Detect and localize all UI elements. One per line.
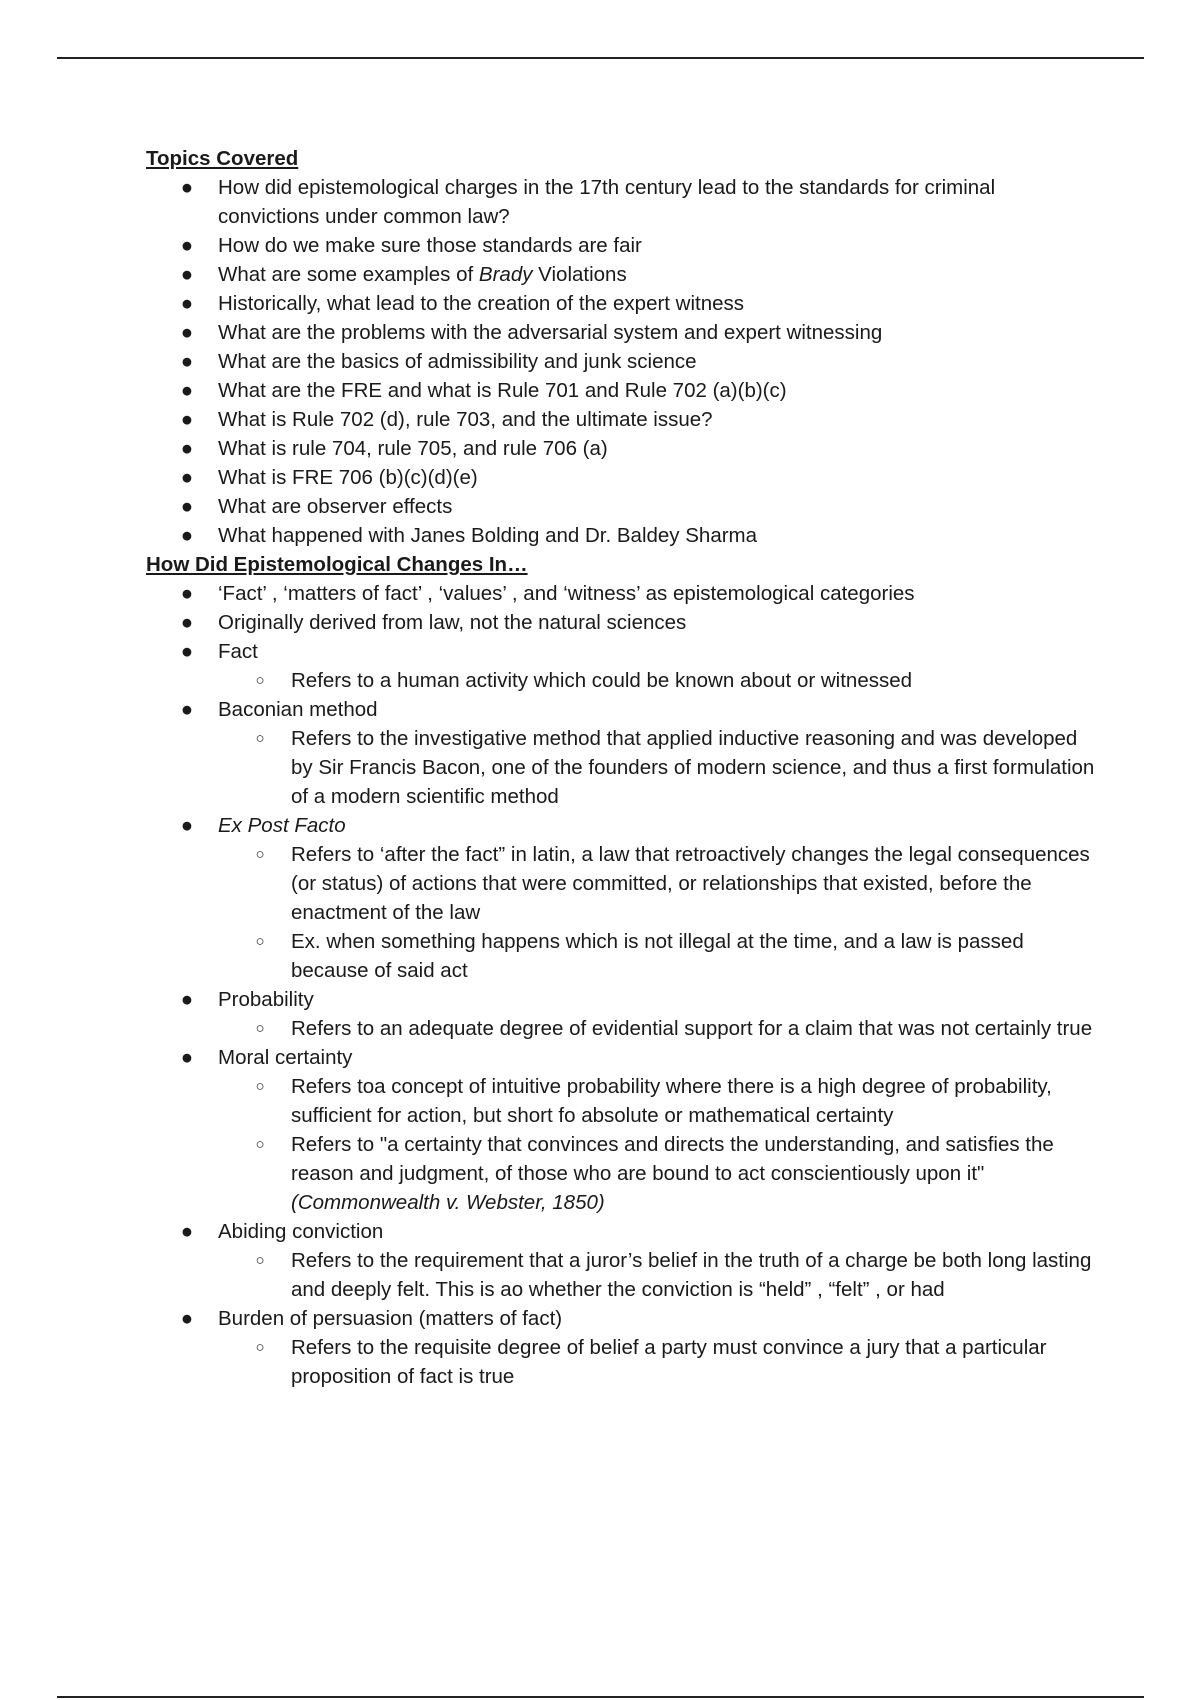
- top-rule: [57, 57, 1144, 59]
- bullet-icon: ●: [180, 292, 194, 315]
- bullet-icon: ●: [180, 176, 194, 199]
- bullet-icon: ●: [180, 988, 194, 1011]
- bullet-icon: ●: [180, 698, 194, 721]
- bullet-icon: ●: [180, 640, 194, 663]
- section-heading: How Did Epistemological Changes In…: [146, 553, 528, 576]
- hollow-bullet-icon: ○: [255, 730, 265, 747]
- list-item: ● What is rule 704, rule 705, and rule 706 (a): [218, 434, 1096, 463]
- sub-list-item: ○ Refers to the investigative method that applied inductive reasoning and was developed by Sir Francis Bacon, one of the founders of modern science, and thus a first formulation of a modern scientific method: [291, 724, 1096, 811]
- hollow-bullet-icon: ○: [255, 1078, 265, 1095]
- sub-list-item: ○ Refers to an adequate degree of evidential support for a claim that was not certainly true: [291, 1014, 1096, 1043]
- hollow-bullet-icon: ○: [255, 1252, 265, 1269]
- sub-list-item: ○ Refers to a human activity which could be known about or witnessed: [291, 666, 1096, 695]
- section-list: [146, 579, 1096, 1391]
- list-item: ● What are observer effects: [218, 492, 1096, 521]
- list-item: ● Originally derived from law, not the natural sciences: [218, 608, 1096, 637]
- list-item: ● Historically, what lead to the creation of the expert witness: [218, 289, 1096, 318]
- sub-list-item: ○ Refers to ‘after the fact” in latin, a law that retroactively changes the legal consequences (or status) of actions that were committed, or relationships that existed, before the enactment of the law: [291, 840, 1096, 927]
- bullet-icon: ●: [180, 466, 194, 489]
- list-item: ● Burden of persuasion (matters of fact) ○ Refers to the requisite degree of belief a party must convince a jury that a particular proposition of fact is true: [218, 1304, 1096, 1391]
- document-body: [146, 144, 1096, 1391]
- list-item: ● Ex Post Facto ○ Refers to ‘after the fact” in latin, a law that retroactively changes the legal consequences (or status) of actions that were committed, or relationships that existed, before the enactment of the law ○ Ex. when something happens which is not illegal at the time, and a law is passed because of said act: [218, 811, 1096, 985]
- list-item: ● What are the FRE and what is Rule 701 and Rule 702 (a)(b)(c): [218, 376, 1096, 405]
- list-item: ● How did epistemological charges in the 17th century lead to the standards for criminal convictions under common law?: [218, 173, 1096, 231]
- bullet-icon: ●: [180, 350, 194, 373]
- sub-list: [218, 1246, 1096, 1304]
- sub-list: [218, 724, 1096, 811]
- bullet-icon: ●: [180, 263, 194, 286]
- bullet-icon: ●: [180, 582, 194, 605]
- citation: (Commonwealth v. Webster, 1850): [291, 1191, 605, 1214]
- list-item: ● Probability ○ Refers to an adequate degree of evidential support for a claim that was not certainly true: [218, 985, 1096, 1043]
- sub-list-item: ○ Refers toa concept of intuitive probability where there is a high degree of probability, sufficient for action, but short fo absolute or mathematical certainty: [291, 1072, 1096, 1130]
- sub-list: [218, 1014, 1096, 1043]
- sub-list: [218, 840, 1096, 985]
- sub-list: [218, 1072, 1096, 1217]
- list-item: ● How do we make sure those standards are fair: [218, 231, 1096, 260]
- bullet-icon: ●: [180, 321, 194, 344]
- list-item: ● What are some examples of Brady Violations: [218, 260, 1096, 289]
- bullet-icon: ●: [180, 437, 194, 460]
- list-item: ● Moral certainty ○ Refers toa concept of intuitive probability where there is a high degree of probability, sufficient for action, but short fo absolute or mathematical certainty ○ Refers to "a certainty that convinces and directs the understanding, and satisfies the reason and judgment, of those who are bound to act conscientiously upon it" (Commonwealth v. Webster, 1850): [218, 1043, 1096, 1217]
- bullet-icon: ●: [180, 234, 194, 257]
- bullet-icon: ●: [180, 814, 194, 837]
- bullet-icon: ●: [180, 524, 194, 547]
- topics-list: [146, 173, 1096, 550]
- bullet-icon: ●: [180, 495, 194, 518]
- bullet-icon: ●: [180, 1046, 194, 1069]
- hollow-bullet-icon: ○: [255, 846, 265, 863]
- sub-list: [218, 1333, 1096, 1391]
- list-item: ● Abiding conviction ○ Refers to the requirement that a juror’s belief in the truth of a charge be both long lasting and deeply felt. This is ao whether the conviction is “held” , “felt” , or had: [218, 1217, 1096, 1304]
- bottom-rule: [57, 1696, 1144, 1698]
- sub-list-item: ○ Refers to the requisite degree of belief a party must convince a jury that a particular proposition of fact is true: [291, 1333, 1096, 1391]
- list-item: ● What is Rule 702 (d), rule 703, and the ultimate issue?: [218, 405, 1096, 434]
- list-item: ● What happened with Janes Bolding and Dr. Baldey Sharma: [218, 521, 1096, 550]
- hollow-bullet-icon: ○: [255, 672, 265, 689]
- bullet-icon: ●: [180, 1220, 194, 1243]
- list-item: ● Baconian method ○ Refers to the investigative method that applied inductive reasoning and was developed by Sir Francis Bacon, one of the founders of modern science, and thus a first formulation of a modern scientific method: [218, 695, 1096, 811]
- list-item: ● What are the basics of admissibility and junk science: [218, 347, 1096, 376]
- list-item: ● Fact ○ Refers to a human activity which could be known about or witnessed: [218, 637, 1096, 695]
- topics-heading: Topics Covered: [146, 147, 299, 170]
- list-item: ● What are the problems with the adversarial system and expert witnessing: [218, 318, 1096, 347]
- hollow-bullet-icon: ○: [255, 1136, 265, 1153]
- sub-list-item: ○ Ex. when something happens which is not illegal at the time, and a law is passed because of said act: [291, 927, 1096, 985]
- hollow-bullet-icon: ○: [255, 1020, 265, 1037]
- sub-list-item: ○ Refers to "a certainty that convinces and directs the understanding, and satisfies the reason and judgment, of those who are bound to act conscientiously upon it" (Commonwealth v. Webster, 1850): [291, 1130, 1096, 1217]
- list-item: ● ‘Fact’ , ‘matters of fact’ , ‘values’ , and ‘witness’ as epistemological categories: [218, 579, 1096, 608]
- sub-list-item: ○ Refers to the requirement that a juror’s belief in the truth of a charge be both long lasting and deeply felt. This is ao whether the conviction is “held” , “felt” , or had: [291, 1246, 1096, 1304]
- hollow-bullet-icon: ○: [255, 1339, 265, 1356]
- bullet-icon: ●: [180, 611, 194, 634]
- bullet-icon: ●: [180, 379, 194, 402]
- hollow-bullet-icon: ○: [255, 933, 265, 950]
- sub-list: [218, 666, 1096, 695]
- bullet-icon: ●: [180, 408, 194, 431]
- list-item: ● What is FRE 706 (b)(c)(d)(e): [218, 463, 1096, 492]
- bullet-icon: ●: [180, 1307, 194, 1330]
